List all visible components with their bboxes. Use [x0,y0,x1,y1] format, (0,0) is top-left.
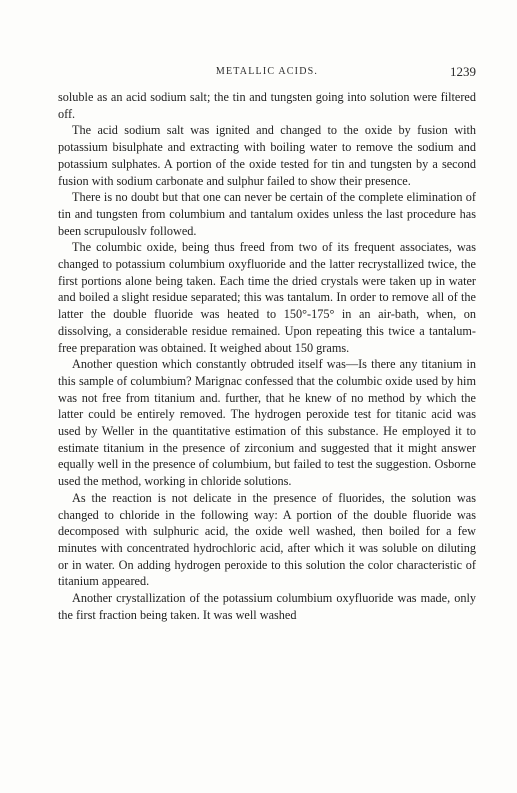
paragraph: As the reaction is not delicate in the presence of fluorides, the solution was changed to chloride in the following way: A portion of the double fluoride was decomposed with sulphuric acid, the oxide well washed, then boiled for a few minutes with concentrated hydrochloric acid, after which it was soluble on diluting or in water. On adding hydrogen peroxide to this solution the color characteristic of titanium appeared. [58,490,476,589]
paragraph: The columbic oxide, being thus freed from two of its frequent associates, was changed to potassium columbium oxyfluoride and the latter recrystallized twice, the first portions alone being taken. Each time the dried crystals were taken up in water and boiled a slight residue separated; this was tantalum. In order to remove all of the latter the double fluoride was heated to 150°-175° in an air-bath, when, on dissolving, a considerable residue remained. Upon repeating this twice a tantalum-free preparation was obtained. It weighed about 150 grams. [58,240,476,355]
running-head: METALLIC ACIDS. [215,66,319,77]
paragraph: soluble as an acid sodium salt; the tin and tungsten going into solution were filtered off. [58,90,476,121]
paragraph: Another question which constantly obtruded itself was—Is there any titanium in this sample of columbium? Marignac confessed that the columbic oxide used by him was not free from titanium and. further, that he knew of no method by which the latter could be entirely removed. The hydrogen peroxide test for titanic acid was used by Weller in the quantitative estimation of this substance. He employed it to estimate titanium in the presence of zirconium and suggested that it might answer equally well in the presence of columbium, but failed to test the suggestion. Osborne used the method, working in chloride solutions. [58,357,476,489]
paragraph: Another crystallization of the potassium columbium oxyfluoride was made, only the first fraction being taken. It was well washed [58,591,476,622]
paragraph: There is no doubt but that one can never be certain of the complete elimination of tin and tungsten from columbium and tantalum oxides unless the last procedure has been scrupulouslv followed. [58,190,476,238]
page-number: 1239 [450,64,476,79]
body-text [58,89,476,624]
page-header [58,64,476,80]
paragraph: The acid sodium salt was ignited and changed to the oxide by fusion with potassium bisulphate and extracting with boiling water to remove the sodium and potassium sulphates. A portion of the oxide tested for tin and tungsten by a second fusion with sodium carbonate and sulphur failed to show their presence. [58,123,476,188]
